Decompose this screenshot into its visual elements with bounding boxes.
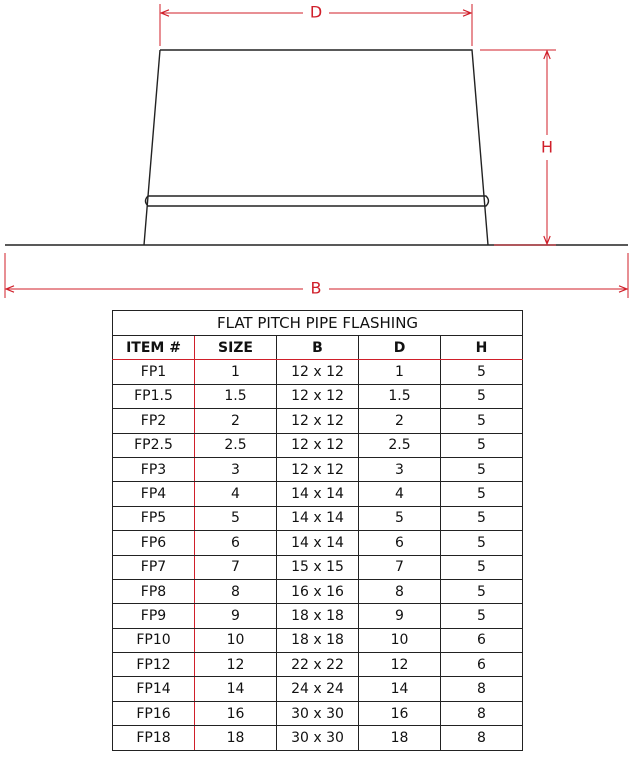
- cell-d: 1: [359, 360, 441, 384]
- cell-d: 12: [359, 653, 441, 677]
- cell-item: FP16: [113, 701, 195, 725]
- cell-d: 18: [359, 726, 441, 750]
- cell-size: 9: [195, 604, 277, 628]
- header-size: SIZE: [195, 336, 277, 360]
- cell-size: 16: [195, 701, 277, 725]
- header-d: D: [359, 336, 441, 360]
- table-row: [113, 604, 523, 628]
- cell-size: 1.5: [195, 384, 277, 408]
- pipe-body: [144, 50, 488, 245]
- cell-item: FP2: [113, 409, 195, 433]
- cell-d: 2: [359, 409, 441, 433]
- cell-b: 12 x 12: [277, 457, 359, 481]
- cell-b: 14 x 14: [277, 531, 359, 555]
- header-h: H: [441, 336, 523, 360]
- cell-b: 14 x 14: [277, 482, 359, 506]
- cell-size: 12: [195, 653, 277, 677]
- table-row: [113, 579, 523, 603]
- dim-h-label: H: [540, 137, 554, 157]
- cell-h: 5: [441, 384, 523, 408]
- table-row: [113, 653, 523, 677]
- cell-size: 14: [195, 677, 277, 701]
- cell-item: FP10: [113, 628, 195, 652]
- pipe-flashing-table: [112, 310, 523, 751]
- cell-b: 24 x 24: [277, 677, 359, 701]
- cell-size: 2: [195, 409, 277, 433]
- cell-item: FP18: [113, 726, 195, 750]
- cell-item: FP12: [113, 653, 195, 677]
- cell-item: FP3: [113, 457, 195, 481]
- cell-b: 30 x 30: [277, 701, 359, 725]
- table-row: [113, 555, 523, 579]
- cell-h: 5: [441, 604, 523, 628]
- table-row: [113, 506, 523, 530]
- cell-b: 22 x 22: [277, 653, 359, 677]
- cell-d: 2.5: [359, 433, 441, 457]
- cell-b: 12 x 12: [277, 409, 359, 433]
- cell-b: 12 x 12: [277, 433, 359, 457]
- cell-h: 5: [441, 506, 523, 530]
- cell-size: 10: [195, 628, 277, 652]
- table-row: [113, 628, 523, 652]
- cell-item: FP5: [113, 506, 195, 530]
- cell-b: 30 x 30: [277, 726, 359, 750]
- cell-size: 18: [195, 726, 277, 750]
- cell-size: 5: [195, 506, 277, 530]
- cell-size: 1: [195, 360, 277, 384]
- cell-item: FP9: [113, 604, 195, 628]
- cell-size: 3: [195, 457, 277, 481]
- cell-h: 5: [441, 531, 523, 555]
- table-row: [113, 457, 523, 481]
- table-row: [113, 701, 523, 725]
- cell-b: 14 x 14: [277, 506, 359, 530]
- cell-h: 8: [441, 726, 523, 750]
- table-row: [113, 482, 523, 506]
- cell-b: 16 x 16: [277, 579, 359, 603]
- header-b: B: [277, 336, 359, 360]
- cell-item: FP2.5: [113, 433, 195, 457]
- cell-item: FP14: [113, 677, 195, 701]
- cell-item: FP4: [113, 482, 195, 506]
- cell-b: 12 x 12: [277, 384, 359, 408]
- table-row: [113, 360, 523, 384]
- cell-h: 6: [441, 628, 523, 652]
- flashing-drawing: [0, 0, 633, 300]
- cell-b: 18 x 18: [277, 604, 359, 628]
- cell-d: 16: [359, 701, 441, 725]
- cell-size: 4: [195, 482, 277, 506]
- table-title: FLAT PITCH PIPE FLASHING: [113, 311, 523, 336]
- table-row: [113, 433, 523, 457]
- cell-h: 5: [441, 579, 523, 603]
- cell-b: 18 x 18: [277, 628, 359, 652]
- cell-b: 12 x 12: [277, 360, 359, 384]
- cell-size: 2.5: [195, 433, 277, 457]
- cell-size: 6: [195, 531, 277, 555]
- cell-item: FP6: [113, 531, 195, 555]
- cell-d: 14: [359, 677, 441, 701]
- cell-item: FP1.5: [113, 384, 195, 408]
- cell-item: FP7: [113, 555, 195, 579]
- cell-d: 7: [359, 555, 441, 579]
- cell-h: 6: [441, 653, 523, 677]
- cell-h: 5: [441, 457, 523, 481]
- cell-size: 7: [195, 555, 277, 579]
- cell-size: 8: [195, 579, 277, 603]
- table-row: [113, 384, 523, 408]
- cell-d: 5: [359, 506, 441, 530]
- cell-item: FP1: [113, 360, 195, 384]
- table-row: [113, 726, 523, 750]
- cell-h: 5: [441, 555, 523, 579]
- table-header-row: [113, 336, 523, 360]
- cell-d: 3: [359, 457, 441, 481]
- cell-d: 6: [359, 531, 441, 555]
- cell-item: FP8: [113, 579, 195, 603]
- cell-h: 5: [441, 360, 523, 384]
- pipe-collar: [146, 196, 489, 206]
- dim-d-label: D: [309, 2, 323, 22]
- cell-d: 4: [359, 482, 441, 506]
- cell-h: 5: [441, 433, 523, 457]
- table-row: [113, 531, 523, 555]
- table-row: [113, 409, 523, 433]
- cell-d: 10: [359, 628, 441, 652]
- cell-h: 5: [441, 409, 523, 433]
- cell-d: 1.5: [359, 384, 441, 408]
- cell-b: 15 x 15: [277, 555, 359, 579]
- cell-h: 5: [441, 482, 523, 506]
- dim-b-label: B: [310, 278, 322, 298]
- table-row: [113, 677, 523, 701]
- cell-d: 9: [359, 604, 441, 628]
- cell-h: 8: [441, 677, 523, 701]
- table-body: [113, 360, 523, 750]
- cell-h: 8: [441, 701, 523, 725]
- header-item: ITEM #: [113, 336, 195, 360]
- cell-d: 8: [359, 579, 441, 603]
